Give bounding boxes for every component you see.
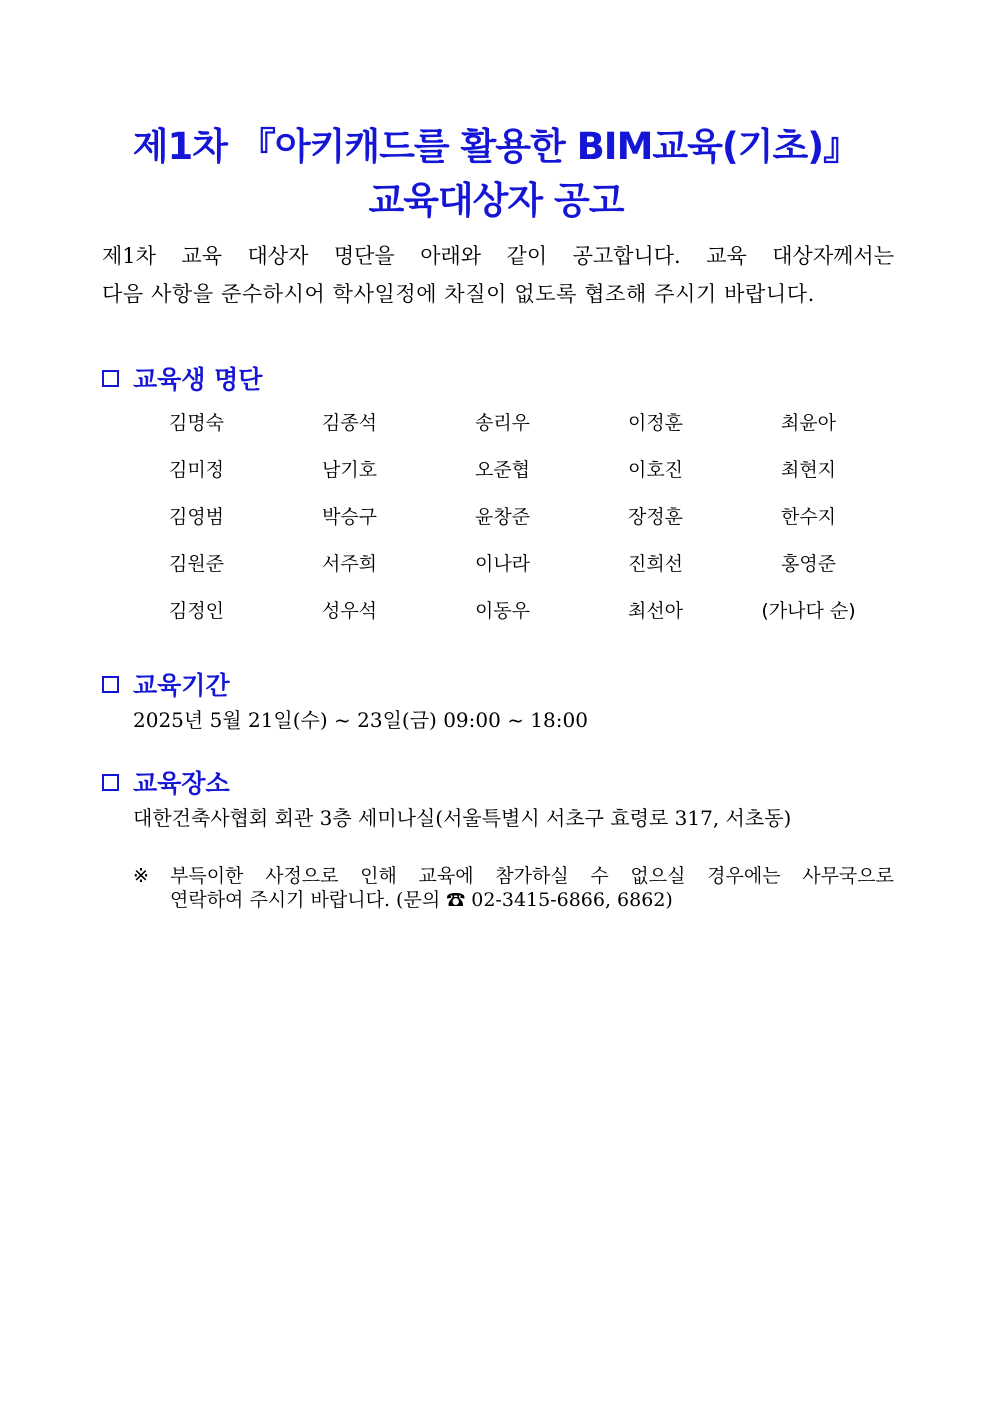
roster-name: 김원준 — [168, 553, 225, 575]
section-heading-label: 교육생 명단 — [133, 365, 263, 394]
roster-name: 남기호 — [321, 459, 378, 481]
roster-name: 박승구 — [321, 506, 378, 528]
roster-name: 이정훈 — [627, 412, 684, 434]
roster-name: 최선아 — [627, 600, 684, 622]
roster-name: 홍영준 — [780, 553, 837, 575]
intro-text-line-2: 다음 사항을 준수하시어 학사일정에 차질이 없도록 협조해 주시기 바랍니다. — [102, 282, 815, 306]
roster-name: 이나라 — [474, 553, 531, 575]
roster-name: 성우석 — [321, 600, 378, 622]
roster-name: 최윤아 — [780, 412, 837, 434]
section-heading-place — [102, 764, 230, 800]
roster-name: 김영범 — [168, 506, 225, 528]
roster-name: 장정훈 — [627, 506, 684, 528]
intro-text-line-1: 제1차 교육 대상자 명단을 아래와 같이 공고합니다. 교육 대상자께서는 — [102, 244, 894, 268]
page-title: 제1차 『아키캐드를 활용한 BIM교육(기초)』 — [132, 125, 860, 168]
section-heading-label: 교육기간 — [133, 671, 230, 700]
roster-name: 진희선 — [627, 553, 684, 575]
roster-name: 윤창준 — [474, 506, 531, 528]
roster-name: 송리우 — [474, 412, 531, 434]
roster-name: 최현지 — [780, 459, 837, 481]
place-text: 대한건축사협회 회관 3층 세미나실(서울특별시 서초구 효령로 317, 서초동) — [133, 806, 792, 830]
page-subtitle: 교육대상자 공고 — [368, 179, 624, 222]
student-roster — [120, 408, 900, 643]
roster-name: 오준협 — [474, 459, 531, 481]
roster-name: 김종석 — [321, 412, 378, 434]
period-text: 2025년 5월 21일(수) ~ 23일(금) 09:00 ~ 18:00 — [133, 708, 588, 732]
roster-name: 이동우 — [474, 600, 531, 622]
roster-name: 김미정 — [168, 459, 225, 481]
roster-name: 서주희 — [321, 553, 378, 575]
roster-name: 김명숙 — [168, 412, 225, 434]
section-heading-period — [102, 666, 230, 702]
roster-name: 김정인 — [168, 600, 225, 622]
checkbox-icon — [102, 370, 119, 387]
reference-mark-icon: ※ — [133, 865, 149, 887]
roster-name: 한수지 — [780, 506, 837, 528]
roster-sort-note: (가나다 순) — [761, 600, 856, 622]
notice-text-line-1: 부득이한 사정으로 인해 교육에 참가하실 수 없으실 경우에는 사무국으로 — [170, 865, 894, 887]
notice-text-line-2: 연락하여 주시기 바랍니다. (문의 ☎ 02-3415-6866, 6862) — [170, 889, 673, 911]
section-heading-roster — [102, 360, 262, 396]
checkbox-icon — [102, 676, 119, 693]
roster-name: 이호진 — [627, 459, 684, 481]
checkbox-icon — [102, 774, 119, 791]
section-heading-label: 교육장소 — [133, 769, 230, 798]
